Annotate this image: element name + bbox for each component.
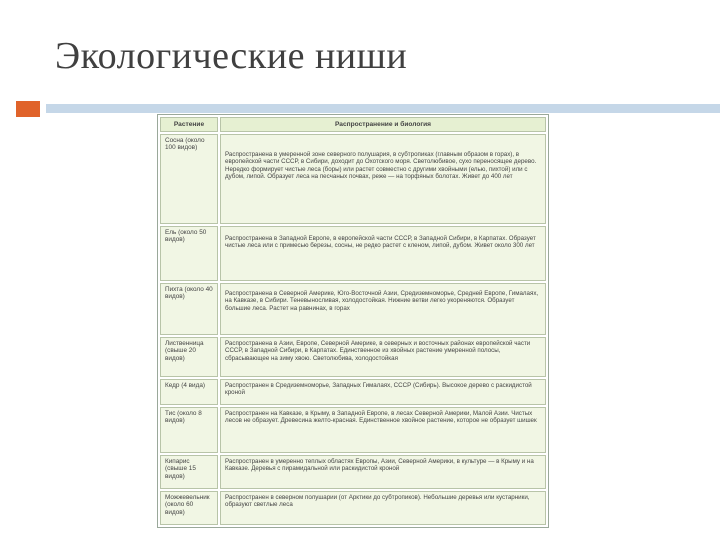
plant-info: Распространена в Западной Европе, в европейской части СССР, в Западной Сибири, в Карпатах. Образует чистые леса или с примесью березы, сосны, не редко растет с кленом, липой, дубом. Живет около 300 лет: [220, 226, 546, 281]
plant-name: Лиственница (свыше 20 видов): [160, 337, 218, 377]
plant-info: Распространен в северном полушарии (от Арктики до субтропиков). Небольшие деревья или кустарники, образуют светлые леса: [220, 491, 546, 525]
plant-name: Можжевельник (около 60 видов): [160, 491, 218, 525]
plant-info: Распространен в Средиземноморье, Западных Гималаях, СССР (Сибирь). Высокое дерево с раскидистой кроной: [220, 379, 546, 405]
plant-info: Распространена в Северной Америке, Юго-Восточной Азии, Средиземноморье, Средней Европе, Гималаях, на Кавказе, в Сибири. Теневыносливая, холодостойкая. Нижние ветви легко укореняются. Образует большие леса. Растет на равнинах, в горах: [220, 283, 546, 335]
slide-title: Экологические ниши: [55, 35, 408, 77]
plant-name: Ель (около 50 видов): [160, 226, 218, 281]
header-info: Распространение и биология: [220, 117, 546, 132]
conifer-table: [157, 114, 549, 532]
plant-name: Сосна (около 100 видов): [160, 134, 218, 224]
table-row: [160, 134, 546, 224]
table-row: [160, 491, 546, 525]
title-rule: [46, 104, 720, 113]
table-row: [160, 283, 546, 335]
plant-name: Кипарис (свыше 15 видов): [160, 455, 218, 489]
table: [157, 114, 549, 528]
table-row: [160, 379, 546, 405]
plant-info: Распространен на Кавказе, в Крыму, в Западной Европе, в лесах Северной Америки, Малой Азии. Чистых лесов не образует. Древесина желто-красная. Единственное хвойное растение, которое не образует шишек: [220, 407, 546, 453]
table-row: [160, 455, 546, 489]
plant-name: Пихта (около 40 видов): [160, 283, 218, 335]
table-row: [160, 407, 546, 453]
table-row: [160, 337, 546, 377]
plant-name: Тис (около 8 видов): [160, 407, 218, 453]
plant-info: Распространена в Азии, Европе, Северной Америке, в северных и восточных районах европейской части СССР, в Западной Сибири, в Карпатах. Единственное из хвойных растение умеренной полосы, сбрасывающее на зиму хвою. Светолюбива, холодостойкая: [220, 337, 546, 377]
plant-info: Распространен в умеренно теплых областях Европы, Азии, Северной Америки, в культуре — в Крыму и на Кавказе. Деревья с пирамидальной или раскидистой кроной: [220, 455, 546, 489]
plant-info: Распространена в умеренной зоне северного полушария, в субтропиках (главным образом в горах), в европейской части СССР, в Сибири, доходит до Охотского моря. Светолюбивое, сухо переносящее дерево. Нередко формирует чистые леса (боры) или растет совместно с другими хвойными (елью, пихтой) или с дубом, липой. Образует леса на песчаных почвах, реже — на торфяных болотах. Живет до 400 лет: [220, 134, 546, 224]
table-row: [160, 226, 546, 281]
plant-name: Кедр (4 вида): [160, 379, 218, 405]
header-plant: Растение: [160, 117, 218, 132]
table-header-row: [160, 117, 546, 132]
accent-square: [16, 101, 40, 117]
